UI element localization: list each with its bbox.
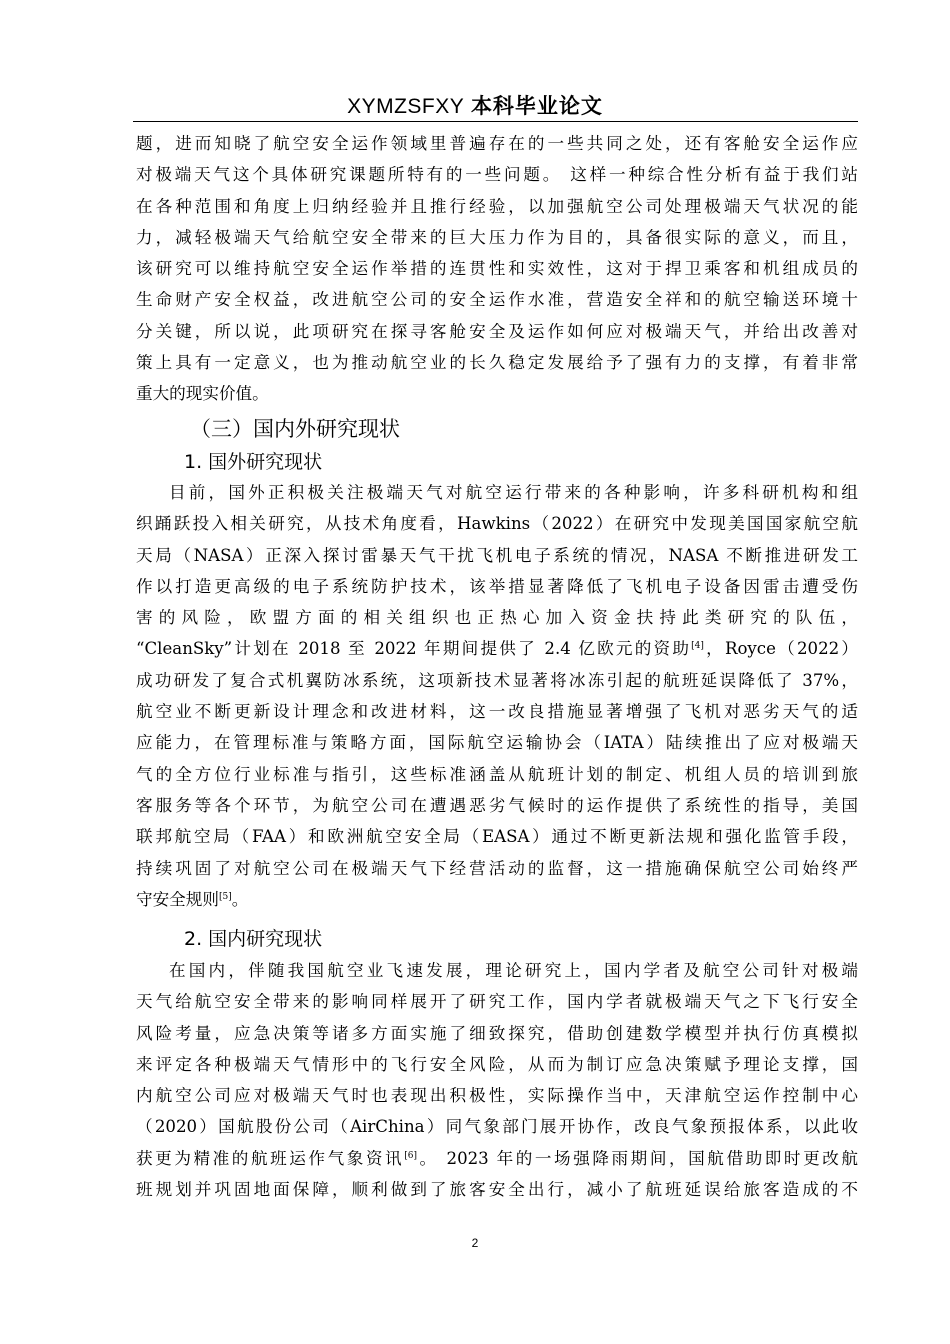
text-line: 对极端天气这个具体研究课题所特有的一些问题。 这样一种综合性分析有益于我们站	[136, 165, 858, 185]
text-segment: ，Royce（2022）	[703, 639, 858, 659]
subsection-heading-domestic: 2. 国内研究现状	[184, 928, 323, 950]
text-line: 策上具有一定意义，也为推动航空业的长久稳定发展给予了强有力的支撑，有着非常	[136, 353, 858, 373]
text-line: 在各种范围和角度上归纳经验并且推行经验，以加强航空公司处理极端天气状况的能	[136, 196, 858, 216]
text-line: 作以打造更高级的电子系统防护技术，该举措显著降低了飞机电子设备因雷击遭受伤	[136, 576, 858, 596]
citation-ref: [6]	[404, 1150, 417, 1161]
text-line: 生命财产安全权益，改进航空公司的安全运作水准，营造安全祥和的航空输送环境十	[136, 290, 858, 310]
text-line: 织踊跃投入相关研究，从技术角度看，Hawkins（2022）在研究中发现美国国家航空航	[136, 514, 858, 534]
text-segment: 。	[231, 889, 249, 909]
text-line: 成功研发了复合式机翼防冰系统，这项新技术显著将冰冻引起的航班延误降低了 37%，	[136, 670, 858, 690]
text-line: 分关键，所以说，此项研究在探寻客舱安全及运作如何应对极端天气，并给出改善对	[136, 321, 858, 341]
text-line: （2020）国航股份公司（AirChina）同气象部门展开协作，改良气象预报体系，以此收	[136, 1117, 858, 1137]
text-segment: 。 2023 年的一场强降雨期间，国航借助即时更改航	[416, 1148, 859, 1168]
subsection-heading-foreign: 1. 国外研究现状	[184, 451, 323, 473]
text-line: 重大的现实价值。	[136, 384, 269, 404]
text-line	[136, 1143, 858, 1174]
text-line: 害的风险，欧盟方面的相关组织也正热心加入资金扶持此类研究的队伍，	[136, 608, 858, 628]
header-title: 本科毕业论文	[470, 94, 603, 118]
text-line: 气的全方位行业标准与指引，这些标准涵盖从航班计划的制定、机组人员的培训到旅	[136, 764, 858, 784]
text-line: 风险考量，应急决策等诸多方面实施了细致探究，借助创建数学模型并执行仿真模拟	[136, 1023, 858, 1043]
text-line: 目前，国外正积极关注极端天气对航空运行带来的各种影响，许多科研机构和组	[169, 483, 858, 502]
text-line: 航空业不断更新设计理念和改进材料，这一改良措施显著增强了飞机对恶劣天气的适	[136, 702, 858, 722]
text-segment: 获更为精准的航班运作气象资讯	[136, 1148, 405, 1168]
text-line: 该研究可以维持航空安全运作举措的连贯性和实效性，这对于捍卫乘客和机组成员的	[136, 259, 858, 279]
page-number: 2	[471, 1236, 479, 1250]
text-line: 应能力，在管理标准与策略方面，国际航空运输协会（IATA）陆续推出了应对极端天	[136, 733, 858, 753]
text-line: 联邦航空局（FAA）和欧洲航空安全局（EASA）通过不断更新法规和强化监管手段，	[136, 827, 858, 847]
paragraph-domestic-research	[136, 955, 858, 1205]
text-line: 天气给航空安全带来的影响同样展开了研究工作，国内学者就极端天气之下飞行安全	[136, 992, 858, 1012]
section-heading: （三）国内外研究现状	[190, 417, 400, 441]
text-line: 持续巩固了对航空公司在极端天气下经营活动的监督，这一措施确保航空公司始终严	[136, 858, 858, 878]
running-header	[0, 94, 950, 119]
text-line	[136, 884, 858, 915]
text-line: 天局（NASA）正深入探讨雷暴天气干扰飞机电子系统的情况，NASA 不断推进研发工	[136, 545, 858, 565]
header-code: XYMZSFXY	[347, 95, 465, 118]
header-divider	[133, 121, 858, 122]
citation-ref: [5]	[218, 891, 232, 902]
text-line: 内航空公司应对极端天气时也表现出积极性，实际操作当中，天津航空运作控制中心	[136, 1086, 858, 1106]
text-line	[136, 633, 858, 664]
text-line: 客服务等各个环节，为航空公司在遭遇恶劣气候时的运作提供了系统性的指导，美国	[136, 795, 858, 815]
paragraph-continuation	[136, 128, 858, 410]
citation-ref: [4]	[691, 641, 704, 652]
text-line: 力，减轻极端天气给航空安全带来的巨大压力作为目的，具备很实际的意义，而且，	[136, 227, 858, 247]
text-segment: “CleanSky”计划在 2018 至 2022 年期间提供了 2.4 亿欧元的资助	[136, 639, 692, 659]
paragraph-foreign-research	[136, 477, 858, 915]
text-line: 班规划并巩固地面保障，顺利做到了旅客安全出行，减小了航班延误给旅客造成的不	[136, 1180, 858, 1200]
text-line: 题，进而知晓了航空安全运作领域里普遍存在的一些共同之处，还有客舱安全运作应	[136, 134, 858, 153]
text-segment: 守安全规则	[136, 889, 219, 909]
text-line: 来评定各种极端天气情形中的飞行安全风险，从而为制订应急决策赋予理论支撑，国	[136, 1054, 858, 1074]
text-line: 在国内，伴随我国航空业飞速发展，理论研究上，国内学者及航空公司针对极端	[169, 961, 858, 980]
